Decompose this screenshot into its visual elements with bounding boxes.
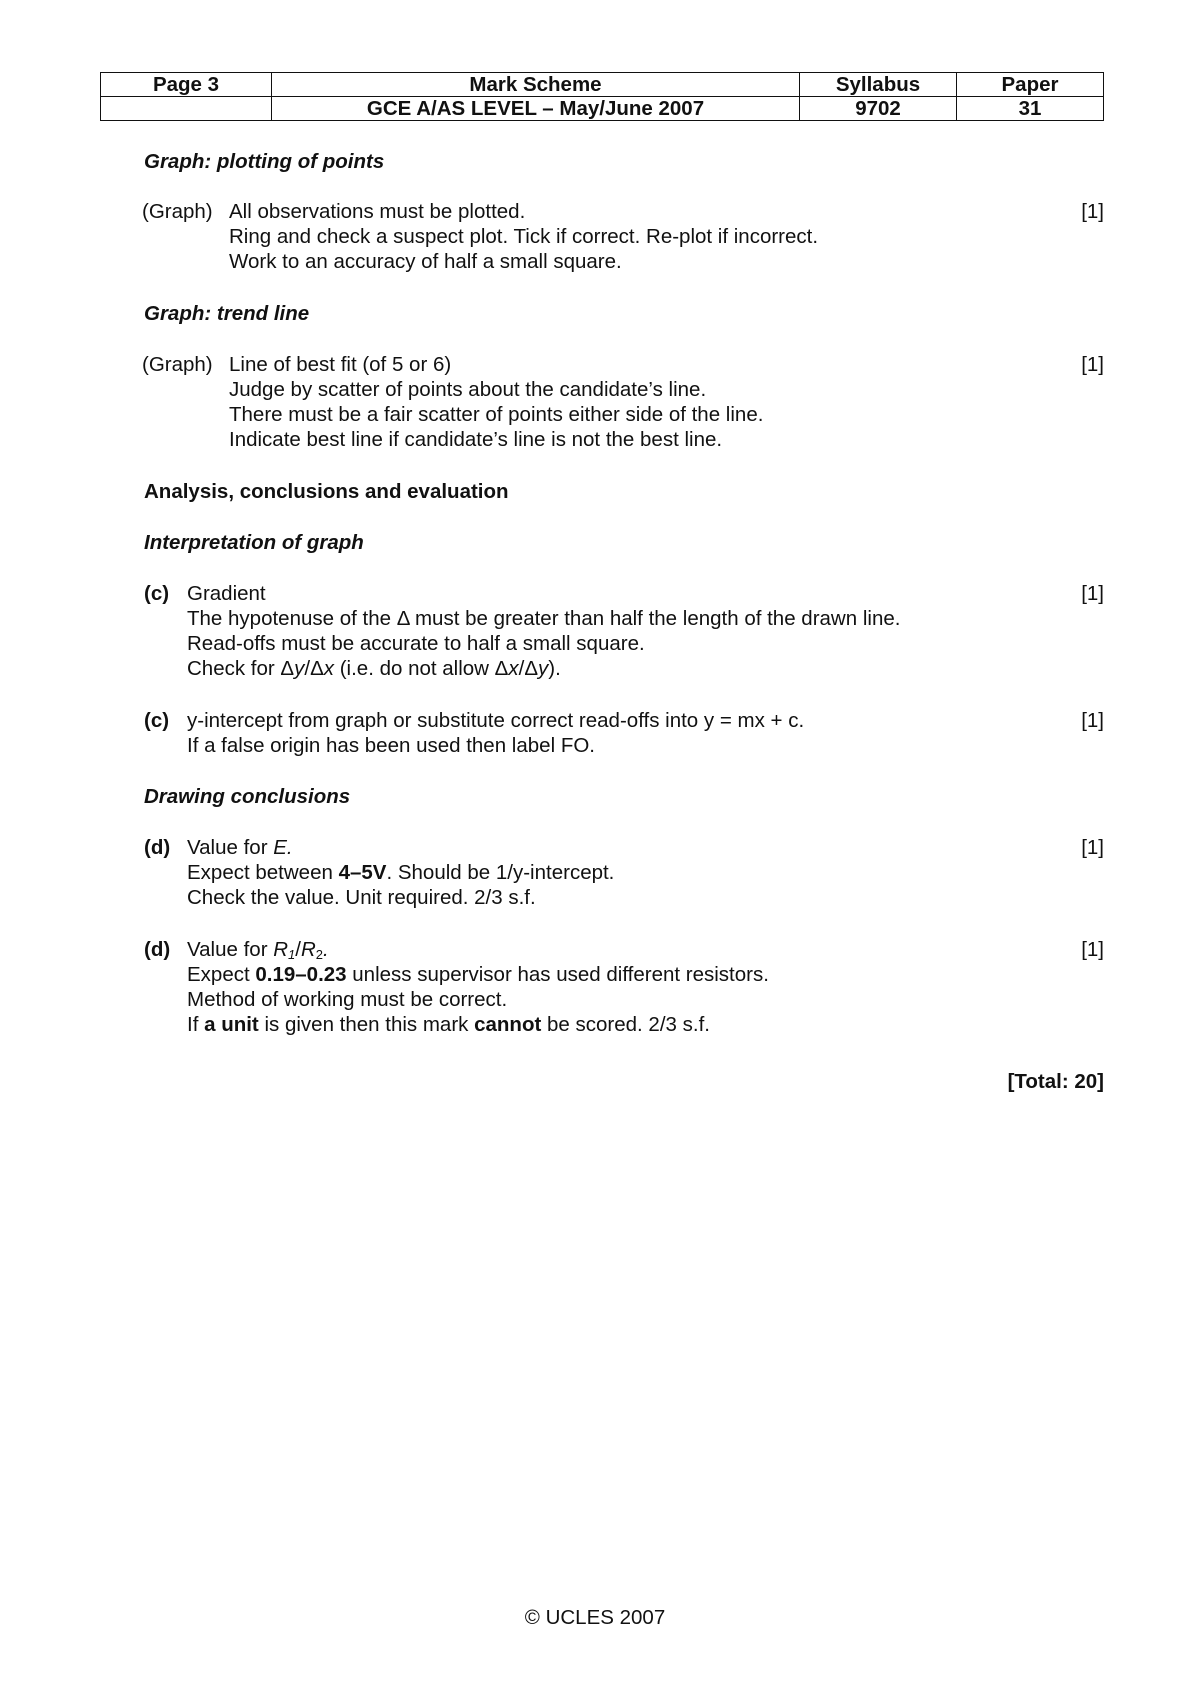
trend-line: Indicate best line if candidate’s line is not the best line.	[229, 428, 723, 451]
r-var: R	[273, 938, 289, 961]
header-exam: GCE A/AS LEVEL – May/June 2007	[272, 97, 800, 121]
header-syllabus-code: 9702	[800, 97, 957, 121]
trend-line: Judge by scatter of points about the candidate’s line.	[229, 378, 707, 401]
intercept-tag: (c)	[144, 709, 170, 732]
header-paper-number: 31	[957, 97, 1104, 121]
intercept-mark: [1]	[1081, 709, 1104, 732]
r-var: R	[300, 938, 316, 961]
copyright-footer: © UCLES 2007	[524, 1606, 666, 1629]
check-text: (i.e. do not allow Δ	[334, 657, 509, 680]
gradient-mark: [1]	[1081, 582, 1104, 605]
e-value-mark: [1]	[1081, 836, 1104, 859]
plotting-line: Work to an accuracy of half a small square.	[229, 250, 622, 273]
r-text: .	[323, 938, 329, 961]
e-value-line	[187, 835, 293, 860]
intercept-line: y-intercept from graph or substitute correct read-offs into y = mx + c.	[187, 709, 805, 732]
header-paper: Paper	[957, 73, 1104, 97]
trend-heading: Graph: trend line	[144, 302, 310, 325]
gradient-line: Gradient	[187, 582, 266, 605]
check-text: Check for Δ	[187, 657, 295, 680]
e-value-line	[187, 860, 614, 885]
e-text: Value for	[187, 836, 274, 859]
check-text: /Δ	[304, 657, 324, 680]
r-text: is given then this mark	[258, 1013, 475, 1036]
trend-tag: (Graph)	[142, 353, 213, 376]
header-syllabus: Syllabus	[800, 73, 957, 97]
check-text: /Δ	[518, 657, 539, 680]
trend-mark: [1]	[1081, 353, 1104, 376]
r-text: Value for	[187, 938, 274, 961]
header-page: Page 3	[101, 73, 272, 97]
r-text: be scored. 2/3 s.f.	[541, 1013, 710, 1036]
r-value-mark: [1]	[1081, 938, 1104, 961]
e-value-tag: (d)	[144, 836, 171, 859]
gradient-check-line	[187, 656, 561, 681]
intercept-line: If a false origin has been used then label FO.	[187, 734, 595, 757]
header-title: Mark Scheme	[272, 73, 800, 97]
r-bold: cannot	[474, 1013, 542, 1036]
e-value-line: Check the value. Unit required. 2/3 s.f.	[187, 886, 536, 909]
check-var: y	[294, 657, 305, 680]
interpretation-heading: Interpretation of graph	[144, 531, 364, 554]
r-text: Expect	[187, 963, 256, 986]
header-table	[100, 72, 1104, 121]
check-var: x	[508, 657, 519, 680]
r-value-line	[187, 1012, 710, 1037]
trend-line: There must be a fair scatter of points either side of the line.	[229, 403, 764, 426]
gradient-tag: (c)	[144, 582, 170, 605]
plotting-line: Ring and check a suspect plot. Tick if correct. Re-plot if incorrect.	[229, 225, 819, 248]
check-var: y	[538, 657, 549, 680]
r-value-tag: (d)	[144, 938, 171, 961]
header-page-blank	[101, 97, 272, 121]
e-text: Expect between	[187, 861, 339, 884]
plotting-tag: (Graph)	[142, 200, 213, 223]
plotting-heading: Graph: plotting of points	[144, 150, 385, 173]
e-var: E.	[273, 836, 293, 859]
gradient-line: The hypotenuse of the Δ must be greater than half the length of the drawn line.	[187, 607, 901, 630]
analysis-heading: Analysis, conclusions and evaluation	[144, 480, 509, 503]
trend-line: Line of best fit (of 5 or 6)	[229, 353, 452, 376]
conclusions-heading: Drawing conclusions	[144, 785, 351, 808]
e-range: 4–5V	[338, 861, 387, 884]
r-text: /	[295, 938, 301, 961]
gradient-line: Read-offs must be accurate to half a small square.	[187, 632, 645, 655]
check-var: x	[323, 657, 335, 680]
r-value-line	[187, 962, 769, 987]
plotting-line: All observations must be plotted.	[229, 200, 526, 223]
r-subscript: 2	[315, 947, 324, 962]
check-text: ).	[548, 657, 561, 680]
r-subscript: 1	[288, 947, 296, 962]
r-bold: a unit	[204, 1013, 259, 1036]
r-range: 0.19–0.23	[255, 963, 347, 986]
total-marks: [Total: 20]	[1007, 1070, 1104, 1093]
e-text: . Should be 1/y-intercept.	[386, 861, 615, 884]
r-value-line: Method of working must be correct.	[187, 988, 508, 1011]
plotting-mark: [1]	[1081, 200, 1104, 223]
r-text: unless supervisor has used different resistors.	[346, 963, 769, 986]
r-text: If	[187, 1013, 205, 1036]
